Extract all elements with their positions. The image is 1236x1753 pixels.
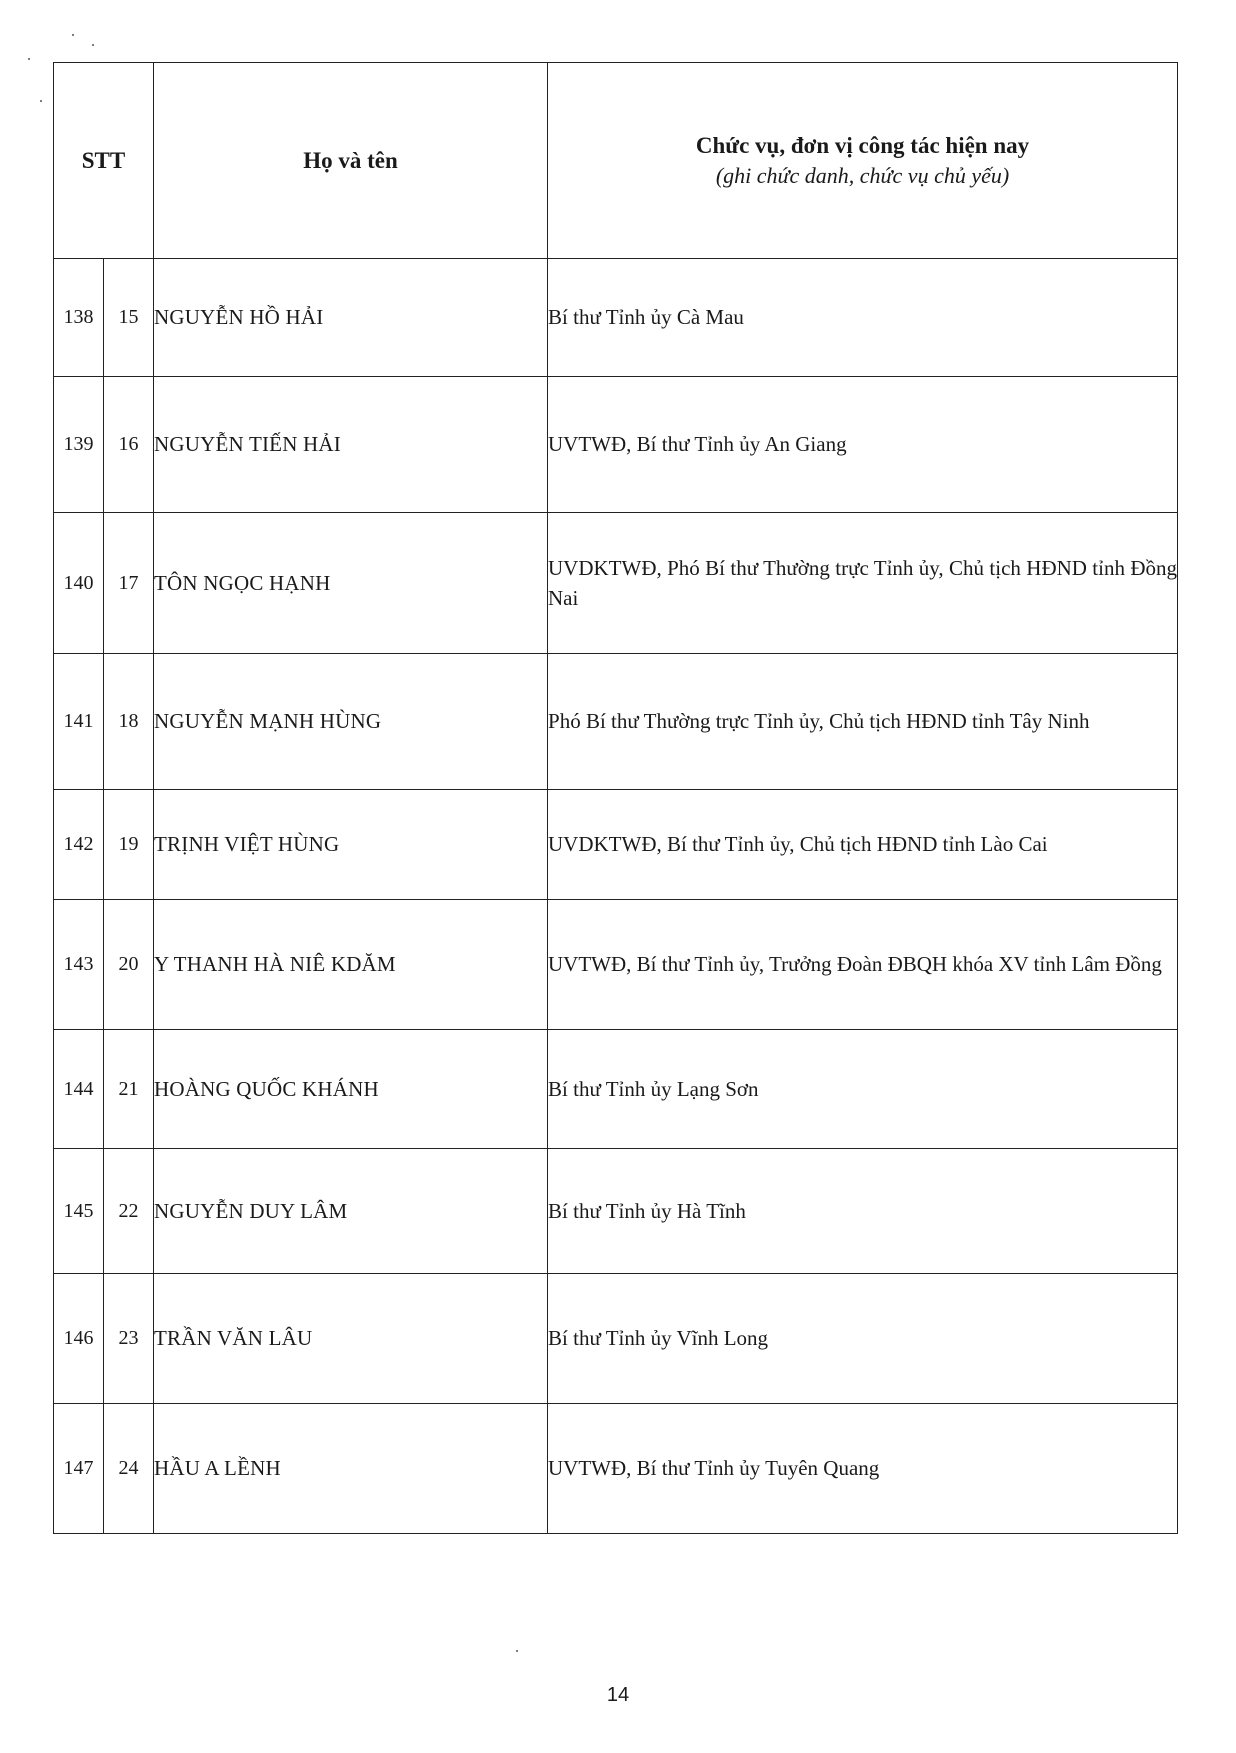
header-row [54,63,1178,259]
table-row [54,654,1178,790]
header-position-title: Chức vụ, đơn vị công tác hiện nay [695,132,1030,158]
sub-stt-cell: 21 [104,1030,154,1149]
position-cell: UVDKTWĐ, Bí thư Tỉnh ủy, Chủ tịch HĐND tỉnh Lào Cai [548,790,1178,900]
position-cell: UVDKTWĐ, Phó Bí thư Thường trực Tỉnh ủy, Chủ tịch HĐND tỉnh Đồng Nai [548,513,1178,654]
name-cell: HOÀNG QUỐC KHÁNH [154,1030,548,1149]
sub-stt-cell: 17 [104,513,154,654]
sub-stt-cell: 20 [104,900,154,1030]
scan-speck [92,44,94,46]
position-cell: Bí thư Tỉnh ủy Hà Tĩnh [548,1149,1178,1274]
sub-stt-cell: 18 [104,654,154,790]
table-row [54,1274,1178,1404]
position-cell: Bí thư Tỉnh ủy Cà Mau [548,259,1178,377]
stt-cell: 139 [54,377,104,513]
scan-speck [72,34,74,36]
name-cell: TRỊNH VIỆT HÙNG [154,790,548,900]
name-cell: NGUYỄN DUY LÂM [154,1149,548,1274]
position-cell: Bí thư Tỉnh ủy Vĩnh Long [548,1274,1178,1404]
header-position-note: (ghi chức danh, chức vụ chủ yếu) [715,162,1010,188]
header-stt: STT [54,63,154,259]
position-cell: Bí thư Tỉnh ủy Lạng Sơn [548,1030,1178,1149]
position-cell: Phó Bí thư Thường trực Tỉnh ủy, Chủ tịch HĐND tỉnh Tây Ninh [548,654,1178,790]
header-position [548,63,1178,259]
header-name: Họ và tên [154,63,548,259]
sub-stt-cell: 24 [104,1404,154,1534]
stt-cell: 143 [54,900,104,1030]
stt-cell: 141 [54,654,104,790]
table-row [54,513,1178,654]
name-cell: TRẦN VĂN LÂU [154,1274,548,1404]
name-cell: NGUYỄN TIẾN HẢI [154,377,548,513]
sub-stt-cell: 19 [104,790,154,900]
position-cell: UVTWĐ, Bí thư Tỉnh ủy An Giang [548,377,1178,513]
stt-cell: 145 [54,1149,104,1274]
sub-stt-cell: 15 [104,259,154,377]
sub-stt-cell: 22 [104,1149,154,1274]
table-row [54,1030,1178,1149]
scan-speck [28,58,30,60]
stt-cell: 140 [54,513,104,654]
table-row [54,1149,1178,1274]
stt-cell: 144 [54,1030,104,1149]
table-row [54,259,1178,377]
scan-speck [516,1650,518,1652]
sub-stt-cell: 16 [104,377,154,513]
scan-speck [40,100,42,102]
stt-cell: 147 [54,1404,104,1534]
table-row [54,1404,1178,1534]
position-cell: UVTWĐ, Bí thư Tỉnh ủy, Trưởng Đoàn ĐBQH khóa XV tỉnh Lâm Đồng [548,900,1178,1030]
table-row [54,900,1178,1030]
name-cell: NGUYỄN MẠNH HÙNG [154,654,548,790]
stt-cell: 142 [54,790,104,900]
name-cell: TÔN NGỌC HẠNH [154,513,548,654]
position-cell: UVTWĐ, Bí thư Tỉnh ủy Tuyên Quang [548,1404,1178,1534]
table-row [54,790,1178,900]
name-cell: HẦU A LỀNH [154,1404,548,1534]
page-number: 14 [606,1684,630,1706]
roster-table [53,62,1178,1534]
stt-cell: 146 [54,1274,104,1404]
sub-stt-cell: 23 [104,1274,154,1404]
stt-cell: 138 [54,259,104,377]
name-cell: NGUYỄN HỒ HẢI [154,259,548,377]
table-row [54,377,1178,513]
name-cell: Y THANH HÀ NIÊ KDĂM [154,900,548,1030]
